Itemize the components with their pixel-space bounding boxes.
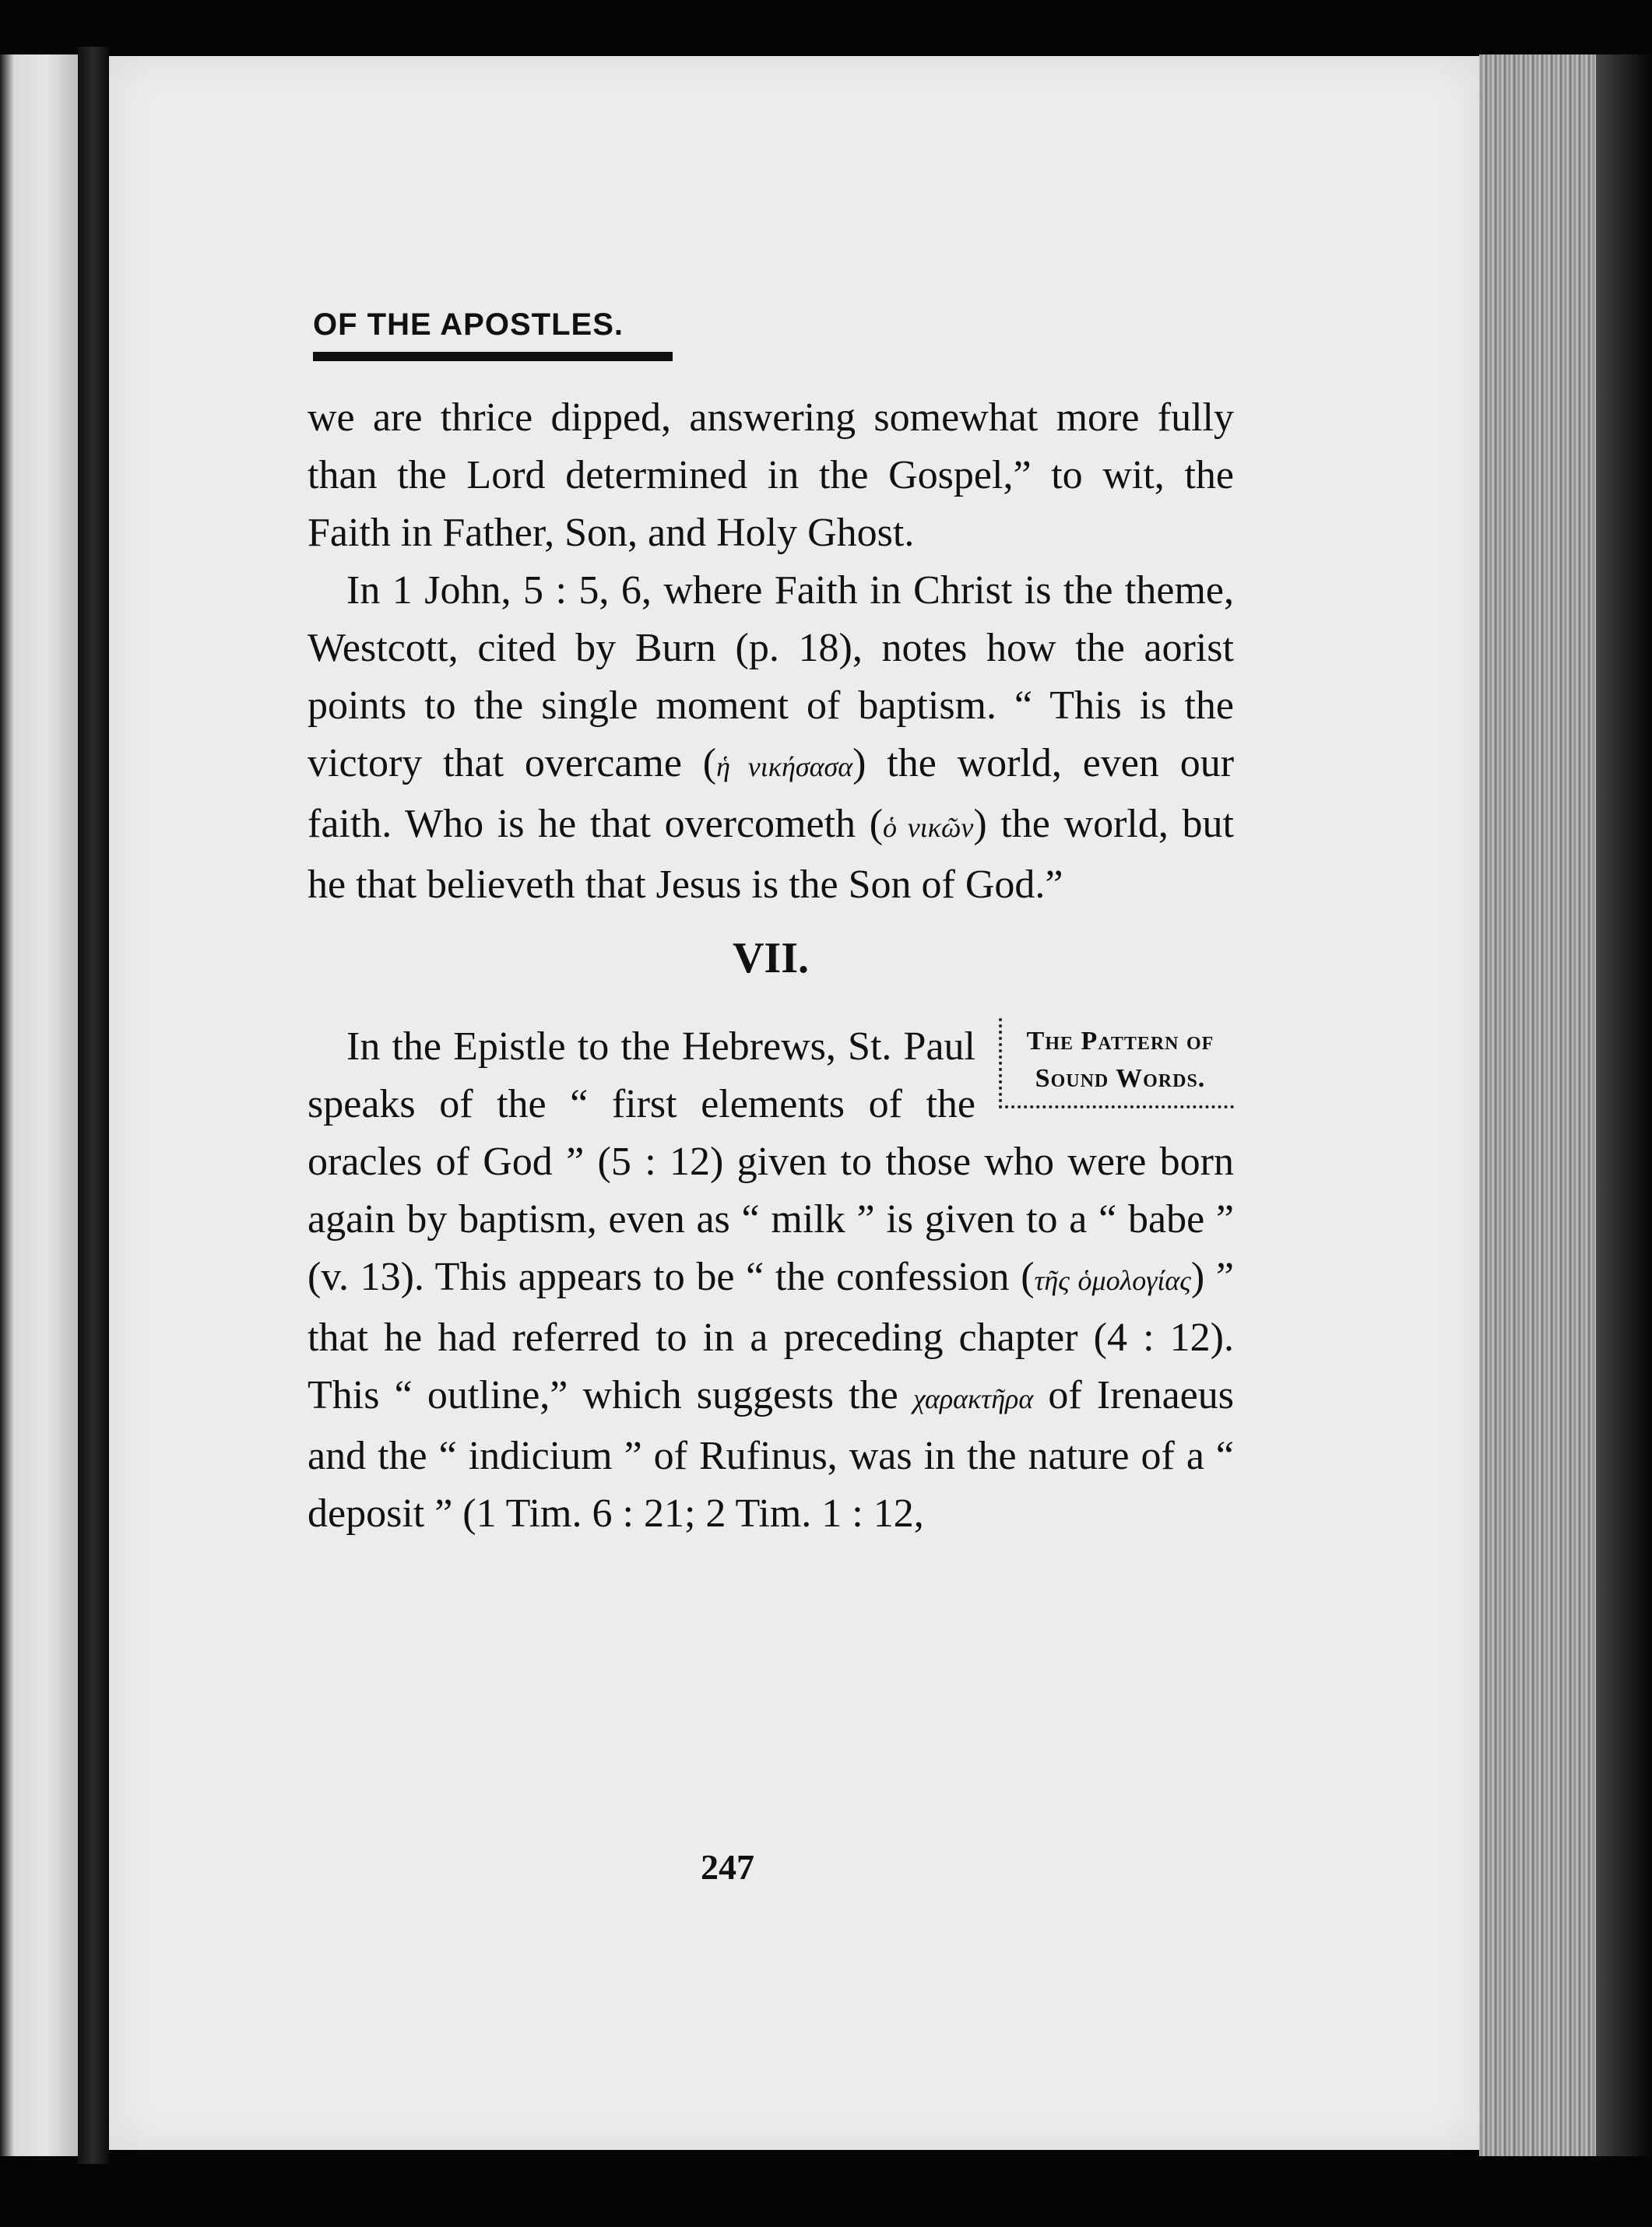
page-stack-edge [1479,54,1596,2156]
running-head-rule [313,352,673,361]
paragraph-1: we are thrice dipped, answering somewhat more fully than the Lord determined in the Gospel,” to wit, the Faith in Father, Son, and Holy Ghost. [308,395,1234,555]
paragraph-2-text-a: In 1 John, 5 : 5, 6, where Faith in Christ is the theme, Westcott, cited by Burn (p. 18), notes how the aorist points to the single moment of baptism. “ This is the victory that overcame ( [308,568,1234,785]
page-stack-shadow [1596,54,1652,2156]
greek-phrase: ὁ νικῶν [883,812,974,843]
greek-phrase: τῆς ὁμολογίας [1034,1265,1191,1296]
left-page-edge [0,54,78,2156]
paragraph-3-text-a: In the Epistle to the Hebrews, St. Paul speaks of the “ first elements of the oracles of God ” (5 : 12) given to those who were born again by baptism, even as “ milk ” is given to a “ babe ” (v. 13). This appears to be “ the confession ( [308,1024,1234,1299]
paragraph-3-text-b: ) ” that he had referred to in a preceding chapter (4 : 12). This “ outline,” which suggests the [308,1255,1234,1417]
running-head: OF THE APOSTLES. [313,307,624,342]
page-body [308,389,1234,1543]
page-number: 247 [701,1847,754,1887]
paragraph-2-text-b: ) the world, even our faith. Who is he that overcometh ( [308,741,1235,846]
paragraph-3-text-c: of Irenaeus and the “ indicium ” of Rufinus, was in the nature of a “ deposit ” (1 Tim. 6 : 21; 2 Tim. 1 : 12, [308,1373,1234,1536]
paragraph-2 [308,562,1234,914]
greek-phrase: χαρακτῆρα [912,1383,1034,1414]
section-number: VII. [732,934,810,982]
margin-note: The Pattern of Sound Words. [999,1018,1234,1108]
book-gutter [78,47,109,2164]
greek-phrase: ἡ νικήσασα [716,751,853,782]
paragraph-2-text-c: ) the world, but he that believeth that Jesus is the Son of God.” [308,802,1235,907]
